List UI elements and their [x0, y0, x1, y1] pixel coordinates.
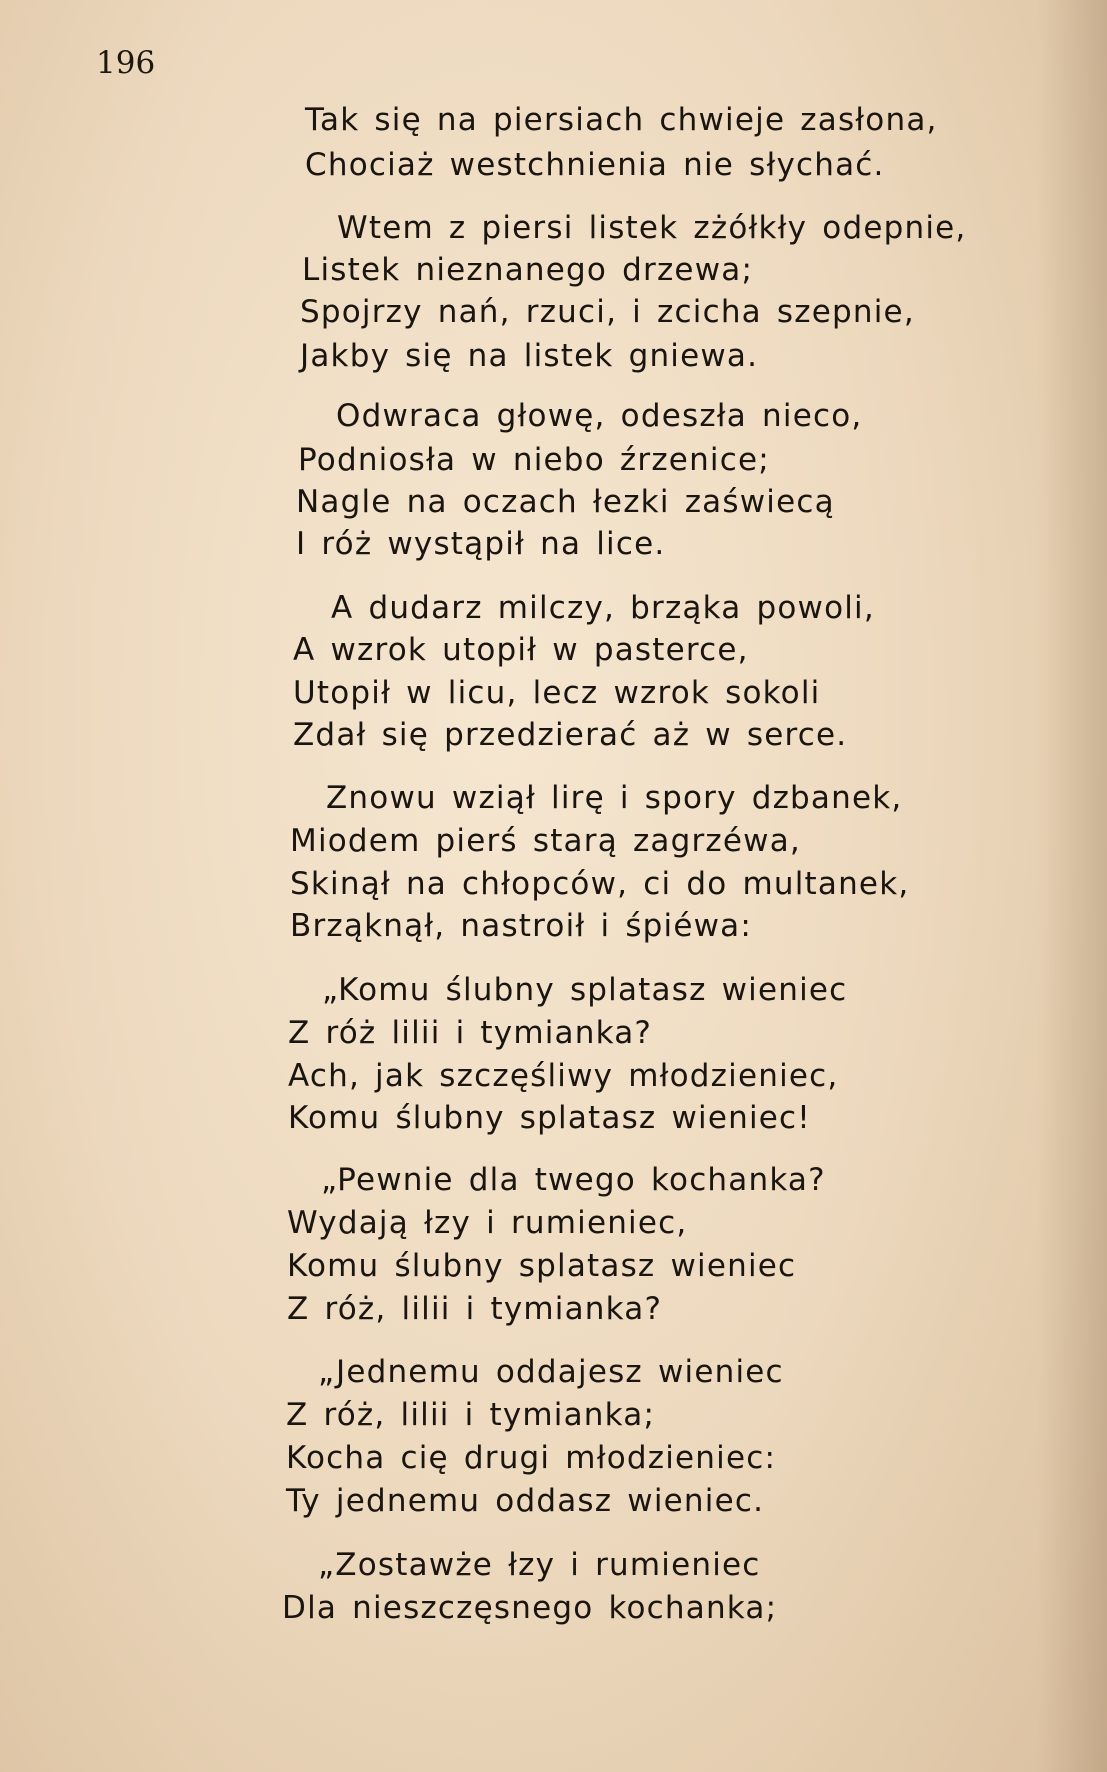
page-number: 196: [96, 45, 156, 81]
poem-line: Nagle na oczach łezki zaświecą: [296, 484, 835, 520]
poem-line: A dudarz milczy, brząka powoli,: [331, 590, 875, 626]
poem-line: Zdał się przedzierać aż w serce.: [293, 717, 848, 753]
poem-line: Ach, jak szczęśliwy młodzieniec,: [288, 1058, 839, 1094]
poem-line: Spojrzy nań, rzuci, i zcicha szepnie,: [300, 294, 915, 330]
poem-line: „Jednemu oddajesz wieniec: [318, 1354, 784, 1390]
poem-line: Skinął na chłopców, ci do multanek,: [290, 866, 910, 902]
poem-line: Miodem pierś starą zagrzéwa,: [290, 823, 801, 859]
poem-line: Znowu wziął lirę i spory dzbanek,: [326, 780, 903, 816]
poem-line: Z róż, lilii i tymianka?: [287, 1291, 663, 1327]
poem-line: „Zostawże łzy i rumieniec: [318, 1547, 761, 1583]
poem-line: Z róż lilii i tymianka?: [288, 1015, 653, 1051]
poem-line: Tak się na piersiach chwieje zasłona,: [305, 102, 938, 138]
poem-line: Wtem z piersi listek zżółkły odepnie,: [337, 210, 967, 246]
poem-line: Z róż, lilii i tymianka;: [286, 1397, 656, 1433]
poem-line: Podniosła w niebo źrzenice;: [298, 442, 770, 478]
poem-line: Ty jednemu oddasz wieniec.: [286, 1483, 765, 1519]
poem-line: „Pewnie dla twego kochanka?: [321, 1162, 826, 1198]
poem-line: „Komu ślubny splatasz wieniec: [322, 972, 848, 1008]
poem-line: Listek nieznanego drzewa;: [302, 252, 754, 288]
poem-line: Kocha cię drugi młodzieniec:: [286, 1440, 777, 1476]
poem-line: Brząknął, nastroił i śpiéwa:: [290, 908, 753, 944]
poem-line: A wzrok utopił w pasterce,: [293, 632, 749, 668]
poem-line: I róż wystąpił na lice.: [296, 526, 666, 562]
poem-line: Dla nieszczęsnego kochanka;: [282, 1590, 778, 1626]
poem-line: Komu ślubny splatasz wieniec!: [288, 1100, 811, 1136]
poem-line: Wydają łzy i rumieniec,: [287, 1205, 688, 1241]
poem-line: Chociaż westchnienia nie słychać.: [305, 147, 885, 183]
poem-line: Utopił w licu, lecz wzrok sokoli: [293, 675, 821, 711]
poem-line: Komu ślubny splatasz wieniec: [287, 1248, 797, 1284]
poem-line: Jakby się na listek gniewa.: [300, 338, 759, 374]
poem-line: Odwraca głowę, odeszła nieco,: [336, 398, 863, 434]
